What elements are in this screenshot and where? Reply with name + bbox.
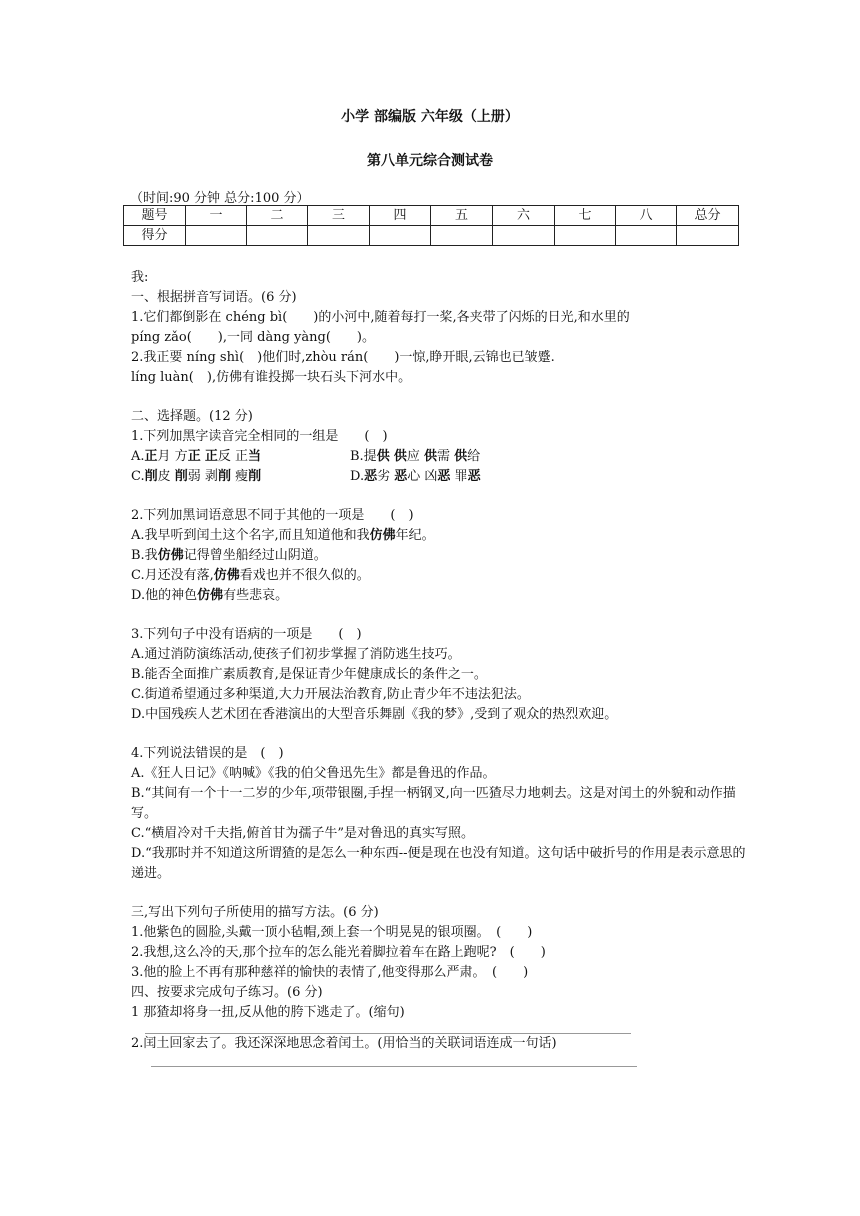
bold-text: 削 — [174, 469, 188, 484]
bold-text: 正 — [187, 449, 201, 464]
bold-text: 仿佛 — [157, 548, 184, 563]
score-table-header-row — [124, 206, 739, 226]
table-cell: 总分 — [677, 206, 739, 226]
table-cell: 得分 — [124, 226, 186, 246]
table-cell: 六 — [493, 206, 555, 226]
bold-text: 供 — [454, 449, 468, 464]
option-d[interactable]: D.“我那时并不知道这所谓猹的是怎么一种东西--便是现在也没有知道。这句话中破折号的作用是表示意思的递进。 — [131, 846, 746, 881]
option-c[interactable]: C.“横眉冷对千夫指,俯首甘为孺子牛”是对鲁迅的真实写照。 — [131, 826, 475, 841]
option-b[interactable]: B.“其间有一个十一二岁的少年,项带银圈,手捏一柄钢叉,向一匹猹尽力地刺去。这是对闰土的外貌和动作描写。 — [131, 786, 736, 821]
option-d[interactable]: D.他的神色仿佛有些悲哀。 — [131, 588, 289, 603]
table-cell: 二 — [247, 206, 308, 226]
option-c[interactable]: C.街道希望通过多种渠道,大力开展法治教育,防止青少年不违法犯法。 — [131, 687, 530, 702]
bold-text: 削 — [217, 469, 231, 484]
option-a[interactable]: A.通过消防演练活动,使孩子们初步掌握了消防逃生技巧。 — [131, 647, 461, 662]
bold-text: 恶 — [364, 469, 378, 484]
table-cell: 七 — [555, 206, 616, 226]
bold-text: 恶 — [394, 469, 408, 484]
score-input-cell[interactable] — [308, 226, 370, 246]
bold-text: 恶 — [467, 469, 481, 484]
score-input-cell[interactable] — [247, 226, 308, 246]
score-table — [123, 205, 739, 246]
bold-text: 正 — [144, 449, 158, 464]
section-heading: 一、根据拼音写词语。(6 分) — [131, 290, 297, 305]
option-c[interactable]: C.削皮 削弱 剥削 瘦削 — [131, 469, 262, 484]
table-cell: 三 — [308, 206, 370, 226]
table-cell: 四 — [370, 206, 431, 226]
intro-text: 我: — [131, 270, 149, 285]
table-cell: 八 — [616, 206, 677, 226]
question-stem: 1.下列加黑字读音完全相同的一组是 ( ) — [131, 429, 388, 444]
bold-text: 削 — [248, 469, 262, 484]
score-input-cell[interactable] — [616, 226, 677, 246]
bold-text: 当 — [248, 449, 262, 464]
bold-text: 仿佛 — [197, 588, 224, 603]
option-a[interactable]: A.我早听到闰土这个名字,而且知道他和我仿佛年纪。 — [131, 528, 435, 543]
table-cell: 五 — [431, 206, 493, 226]
option-a[interactable]: A.正月 方正 正反 正当 — [131, 449, 262, 464]
score-input-cell[interactable] — [431, 226, 493, 246]
section-heading: 二、选择题。(12 分) — [131, 409, 253, 424]
exam-title: 小学 部编版 六年级（上册） — [341, 109, 519, 125]
score-input-cell[interactable] — [370, 226, 431, 246]
question-line: 1.它们都倒影在 chéng bì( )的小河中,随着每打一桨,各夹带了闪烁的日光,和水里的 — [131, 310, 630, 325]
option-d[interactable]: D.中国残疾人艺术团在香港演出的大型音乐舞剧《我的梦》,受到了观众的热烈欢迎。 — [131, 707, 618, 722]
question-line: 2.我正要 níng shì( )他们时,zhòu rán( )一惊,睁开眼,云锦也已皱蹙. — [131, 350, 555, 365]
question-stem: 4.下列说法错误的是 ( ) — [131, 746, 284, 761]
exam-content — [131, 268, 751, 1067]
time-info: （时间:90 分钟 总分:100 分） — [130, 191, 310, 206]
score-input-cell[interactable] — [493, 226, 555, 246]
question-line: 2.我想,这么冷的天,那个拉车的怎么能光着脚拉着车在路上跑呢? ( ) — [131, 945, 546, 960]
question-line: 1 那猹却将身一扭,反从他的胯下逃走了。(缩句) — [131, 1005, 405, 1020]
option-b[interactable]: B.我仿佛记得曾坐船经过山阴道。 — [131, 548, 327, 563]
option-c[interactable]: C.月还没有落,仿佛看戏也并不很久似的。 — [131, 568, 370, 583]
options-row — [131, 447, 751, 467]
question-line: líng luàn( ),仿佛有谁投掷一块石头下河水中。 — [131, 370, 412, 385]
question-line: 1.他紫色的圆脸,头戴一顶小毡帽,颈上套一个明晃晃的银项圈。 ( ) — [131, 925, 533, 940]
option-b[interactable]: B.提供 供应 供需 供给 — [350, 449, 481, 464]
option-a[interactable]: A.《狂人日记》《呐喊》《我的伯父鲁迅先生》都是鲁迅的作品。 — [131, 766, 496, 781]
exam-subtitle: 第八单元综合测试卷 — [367, 153, 493, 169]
bold-text: 削 — [144, 469, 158, 484]
bold-text: 供 — [393, 449, 407, 464]
question-line: 2.闰土回家去了。我还深深地思念着闰土。(用恰当的关联词语连成一句话) — [131, 1036, 557, 1051]
bold-text: 仿佛 — [213, 568, 240, 583]
bold-text: 供 — [376, 449, 390, 464]
options-row — [131, 467, 751, 487]
score-table-score-row — [124, 226, 739, 246]
bold-text: 正 — [204, 449, 218, 464]
table-cell: 题号 — [124, 206, 186, 226]
table-cell: 一 — [186, 206, 247, 226]
option-b[interactable]: B.能否全面推广素质教育,是保证青少年健康成长的条件之一。 — [131, 667, 487, 682]
question-line: 3.他的脸上不再有那种慈祥的愉快的表情了,他变得那么严肃。 ( ) — [131, 965, 529, 980]
score-input-cell[interactable] — [186, 226, 247, 246]
bold-text: 恶 — [437, 469, 451, 484]
bold-text: 供 — [424, 449, 438, 464]
question-stem: 2.下列加黑词语意思不同于其他的一项是 ( ) — [131, 508, 414, 523]
score-input-cell[interactable] — [555, 226, 616, 246]
option-d[interactable]: D.恶劣 恶心 凶恶 罪恶 — [350, 469, 481, 484]
bold-text: 仿佛 — [369, 528, 396, 543]
answer-line[interactable] — [151, 1066, 637, 1067]
question-stem: 3.下列句子中没有语病的一项是 ( ) — [131, 627, 362, 642]
question-line: píng zǎo( ),一同 dàng yàng( )。 — [131, 330, 375, 345]
score-input-cell[interactable] — [677, 226, 739, 246]
section-heading: 三,写出下列句子所使用的描写方法。(6 分) — [131, 905, 379, 920]
section-heading: 四、按要求完成句子练习。(6 分) — [131, 985, 323, 1000]
